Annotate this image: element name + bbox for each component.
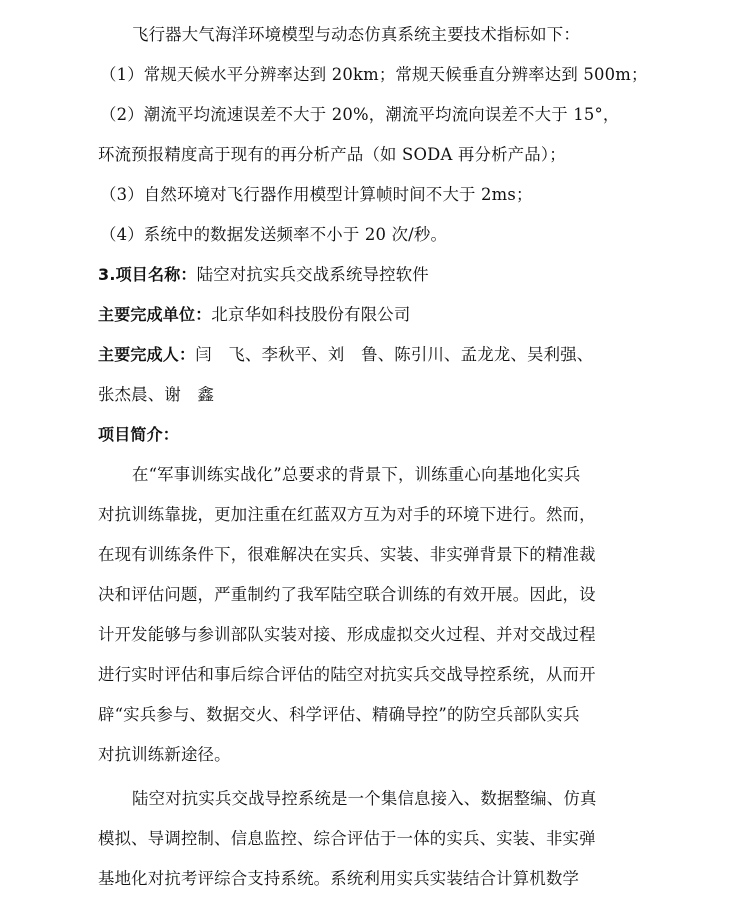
unit-line	[98, 304, 411, 326]
spec-item-3: （3）自然环境对飞行器作用模型计算帧时间不大于 2ms；	[100, 185, 533, 204]
project-name-line	[98, 264, 429, 286]
para1-line: 对抗训练靠拢，更加注重在红蓝双方互为对手的环境下进行。然而，	[98, 505, 596, 524]
para1-line: 对抗训练新途径。	[98, 745, 231, 764]
para1-line: 决和评估问题，严重制约了我军陆空联合训练的有效开展。因此，设	[98, 585, 596, 604]
spec-item-4: （4）系统中的数据发送频率不小于 20 次/秒。	[100, 225, 448, 244]
person-line-cont: 张杰晨、谢 鑫	[98, 385, 215, 404]
para1-line: 在现有训练条件下，很难解决在实兵、实装、非实弹背景下的精准裁	[98, 545, 596, 564]
para1-line: 辟“实兵参与、数据交火、科学评估、精确导控”的防空兵部队实兵	[98, 705, 580, 724]
spec-item-2: （2）潮流平均流速误差不大于 20%，潮流平均流向误差不大于 15°，	[100, 105, 620, 124]
person-value: 闫 飞、李秋平、刘 鲁、陈引川、孟龙龙、吴利强、	[195, 345, 594, 364]
unit-value: 北京华如科技股份有限公司	[211, 305, 411, 324]
project-name-value: 陆空对抗实兵交战系统导控软件	[196, 265, 429, 284]
unit-label: 主要完成单位：	[98, 305, 212, 324]
para1-line: 在“军事训练实战化”总要求的背景下，训练重心向基地化实兵	[132, 465, 581, 484]
person-line	[98, 344, 593, 366]
para2-line: 模拟、导调控制、信息监控、综合评估于一体的实兵、实装、非实弹	[98, 829, 596, 848]
para2-line: 基地化对抗考评综合支持系统。系统利用实兵实装结合计算机数学	[98, 869, 580, 888]
spec-item-2-cont: 环流预报精度高于现有的再分析产品（如 SODA 再分析产品）；	[98, 145, 566, 164]
para1-line: 计开发能够与参训部队实装对接、形成虚拟交火过程、并对交战过程	[98, 625, 596, 644]
project-name-label: 3.项目名称：	[98, 265, 197, 284]
person-label: 主要完成人：	[98, 345, 196, 364]
spec-intro-line: 飞行器大气海洋环境模型与动态仿真系统主要技术指标如下：	[132, 25, 580, 44]
para1-line: 进行实时评估和事后综合评估的陆空对抗实兵交战导控系统，从而开	[98, 665, 596, 684]
intro-label: 项目简介：	[98, 425, 180, 444]
para2-line: 陆空对抗实兵交战导控系统是一个集信息接入、数据整编、仿真	[132, 789, 597, 808]
spec-item-1: （1）常规天候水平分辨率达到 20km；常规天候垂直分辨率达到 500m；	[100, 65, 648, 84]
